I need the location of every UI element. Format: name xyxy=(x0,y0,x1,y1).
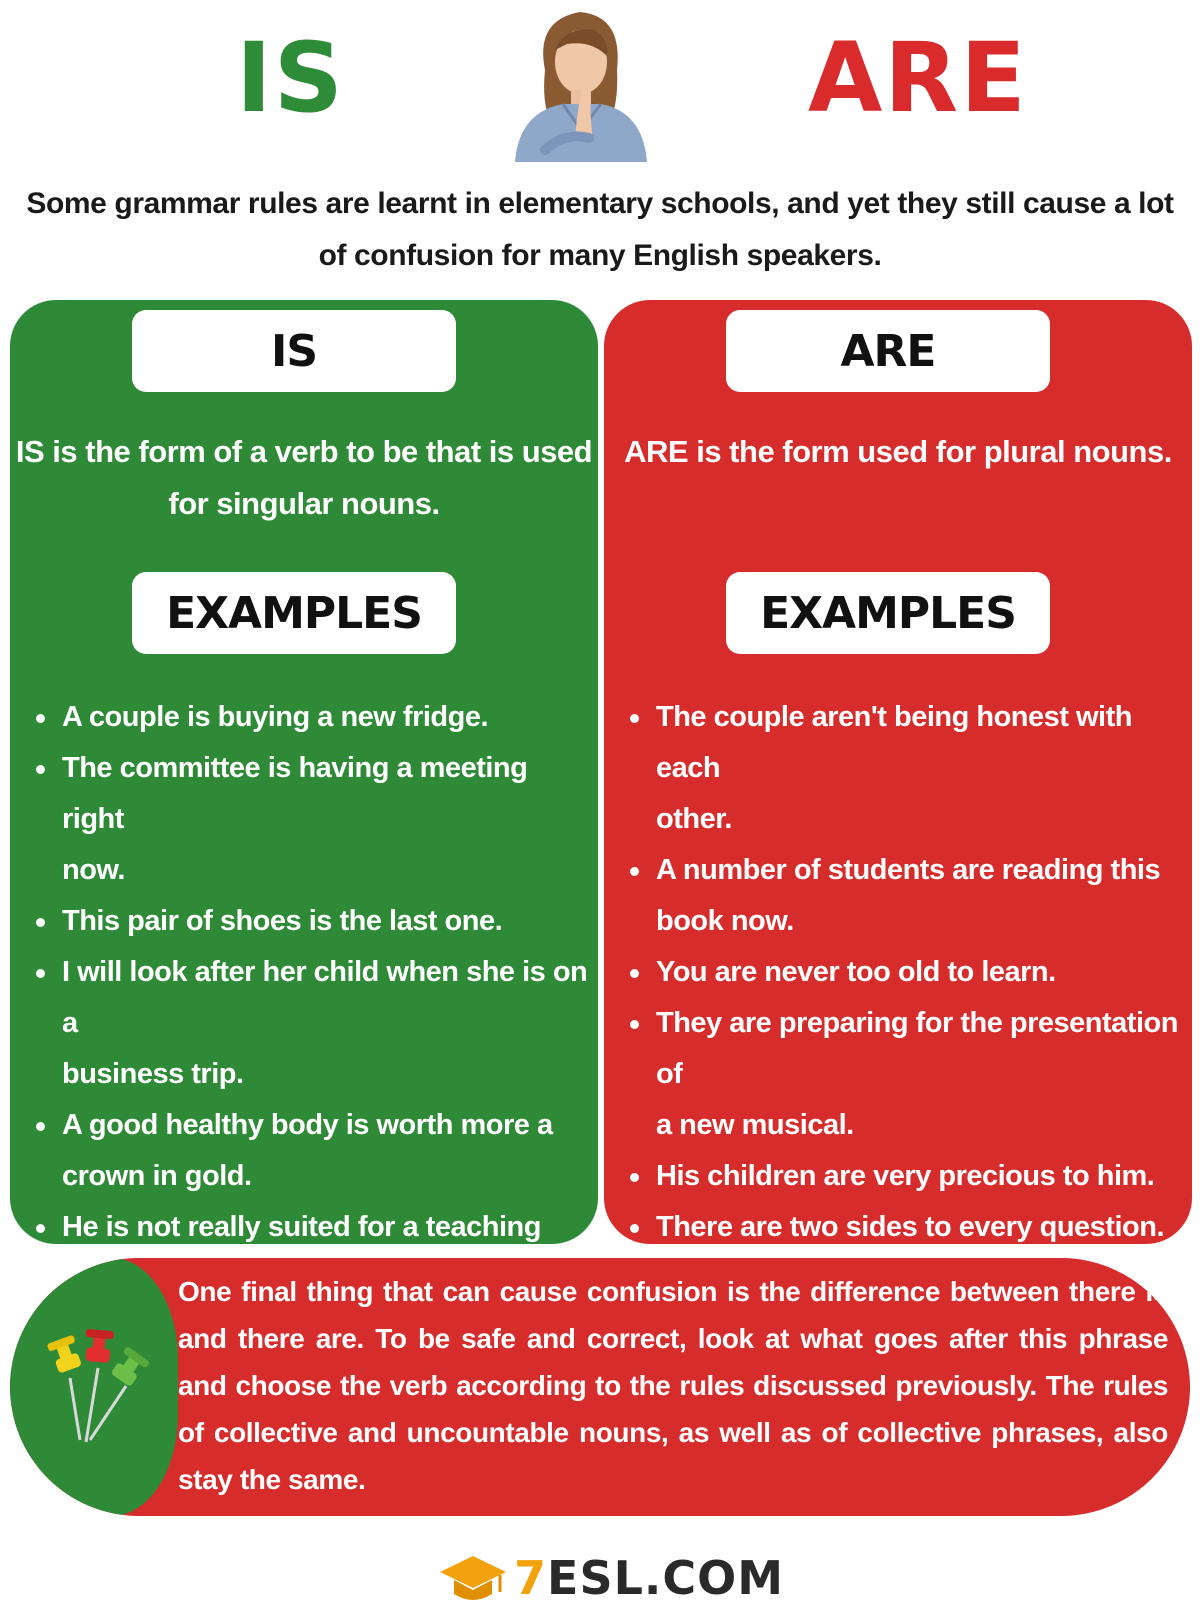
example-item xyxy=(24,1100,592,1202)
example-line: The couple aren't being honest with each xyxy=(656,701,1132,784)
pushpin-icon xyxy=(40,1328,150,1448)
example-line: crown in gold. xyxy=(62,1160,252,1192)
example-line: A number of students are reading this xyxy=(656,854,1161,886)
is-heading: IS xyxy=(132,310,456,392)
logo-seven: 7 xyxy=(514,1551,548,1605)
are-definition xyxy=(604,426,1192,478)
example-line: His children are very precious to him. xyxy=(656,1160,1155,1192)
logo-text xyxy=(514,1551,784,1605)
definition-line: ARE is the form used for plural nouns. xyxy=(624,434,1172,469)
is-definition xyxy=(10,426,598,530)
example-line: business trip. xyxy=(62,1058,244,1090)
example-item xyxy=(618,1202,1186,1253)
example-line: He is not really suited for a teaching xyxy=(62,1211,541,1243)
example-line: They are preparing for the presentation of xyxy=(656,1007,1178,1090)
example-line: book now. xyxy=(656,905,794,937)
thinking-person-icon xyxy=(505,0,655,162)
note-line: of collective and uncountable nouns, as well as of collective phrases, also xyxy=(178,1417,1168,1448)
example-line: There are two sides to every question. xyxy=(656,1211,1164,1243)
is-card xyxy=(10,300,598,1244)
logo-rest: ESL.COM xyxy=(547,1551,784,1605)
note-line: and there are. To be safe and correct, look at what goes after this phrase xyxy=(178,1323,1168,1354)
example-item xyxy=(24,947,592,1100)
example-item xyxy=(618,947,1186,998)
example-line: This pair of shoes is the last one. xyxy=(62,905,503,937)
definition-line: for singular nouns. xyxy=(168,486,440,521)
example-line: A couple is buying a new fridge. xyxy=(62,701,489,733)
example-line: a new musical. xyxy=(656,1109,854,1141)
example-line: The committee is having a meeting right xyxy=(62,752,528,835)
is-examples-list xyxy=(24,692,592,1304)
graduation-cap-icon xyxy=(438,1550,508,1606)
note-line: One final thing that can cause confusion is the difference between there is xyxy=(178,1276,1168,1307)
is-examples-label: EXAMPLES xyxy=(132,572,456,654)
example-item xyxy=(618,1151,1186,1202)
note-badge xyxy=(10,1258,178,1516)
are-heading: ARE xyxy=(726,310,1050,392)
example-item xyxy=(24,743,592,896)
note-line: stay the same. xyxy=(178,1464,366,1495)
example-line: other. xyxy=(656,803,732,835)
example-line: A good healthy body is worth more a xyxy=(62,1109,553,1141)
are-card xyxy=(604,300,1192,1244)
definition-line: IS is the form of a verb to be that is used xyxy=(15,434,593,469)
example-line: now. xyxy=(62,854,125,886)
are-examples-label: EXAMPLES xyxy=(726,572,1050,654)
title-is: IS xyxy=(236,22,345,134)
intro-line: of confusion for many English speakers. xyxy=(318,239,882,272)
note-line: and choose the verb according to the rules discussed previously. The rules xyxy=(178,1370,1168,1401)
intro-line: Some grammar rules are learnt in elementary schools, and yet they still cause a lot xyxy=(26,187,1174,220)
intro-text xyxy=(0,178,1200,282)
example-item xyxy=(24,896,592,947)
example-line: I will look after her child when she is on a xyxy=(62,956,588,1039)
example-item xyxy=(618,998,1186,1151)
note-banner xyxy=(10,1258,1190,1516)
title-are: ARE xyxy=(808,22,1028,134)
example-item xyxy=(24,692,592,743)
example-item xyxy=(618,845,1186,947)
are-examples-list xyxy=(618,692,1186,1253)
note-text xyxy=(178,1268,1168,1503)
esl-logo[interactable] xyxy=(438,1546,784,1610)
example-line: You are never too old to learn. xyxy=(656,956,1056,988)
example-item xyxy=(618,692,1186,845)
